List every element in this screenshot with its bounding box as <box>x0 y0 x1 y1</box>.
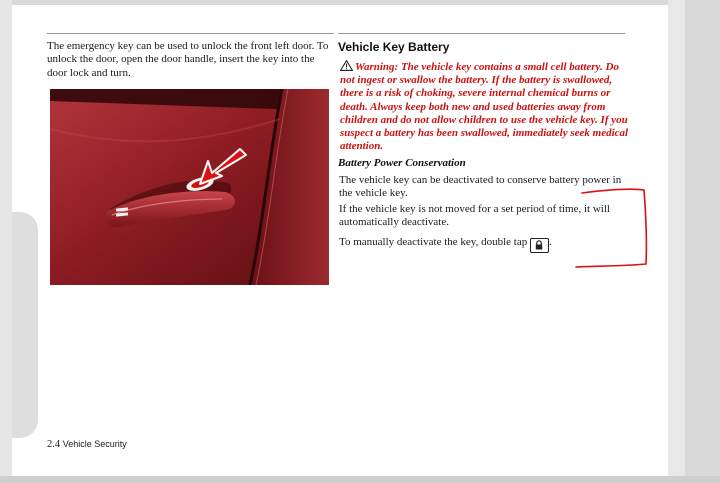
section-title: Vehicle Key Battery <box>338 40 450 54</box>
warning-text: Warning: The vehicle key contains a small cell battery. Do not ingest or swallow the battery. If the battery is swallowed, there is a risk of choking, severe internal chemical burns or death. Always keep both new and used batteries away from children and do not allow children to use the vehicle key. If you suspect a battery has been swallowed, immediately seek medical attention. <box>340 61 629 153</box>
left-column-rule <box>47 33 334 34</box>
warning-triangle-icon <box>340 60 353 71</box>
emergency-key-text: The emergency key can be used to unlock the front left door. To unlock the door, open the door handle, insert the key into the door lock and turn. <box>47 40 329 79</box>
battery-warning <box>340 60 630 153</box>
page-number: 2.4 <box>47 439 61 450</box>
manual-deactivate-text: To manually deactivate the key, double tap <box>339 236 528 248</box>
auto-deactivate-paragraph: If the vehicle key is not moved for a set period of time, it will automatically deactivate. <box>339 203 610 229</box>
manual-deactivate-period: . <box>548 236 552 248</box>
battery-power-subheading: Battery Power Conservation <box>338 157 466 169</box>
page-gutter-tab <box>12 212 38 438</box>
door-handle-photo <box>50 89 329 285</box>
viewer-bottom-edge <box>0 476 720 483</box>
red-bracket-annotation <box>570 185 655 275</box>
deactivate-paragraph: The vehicle key can be deactivated to conserve battery power in the vehicle key. <box>339 174 622 200</box>
footer-section-name: Vehicle Security <box>62 439 127 449</box>
right-column-rule <box>338 33 625 34</box>
lock-icon <box>530 238 549 253</box>
page-footer <box>47 439 127 450</box>
viewer-left-margin <box>0 0 12 483</box>
viewer-scrollbar[interactable] <box>668 0 685 483</box>
